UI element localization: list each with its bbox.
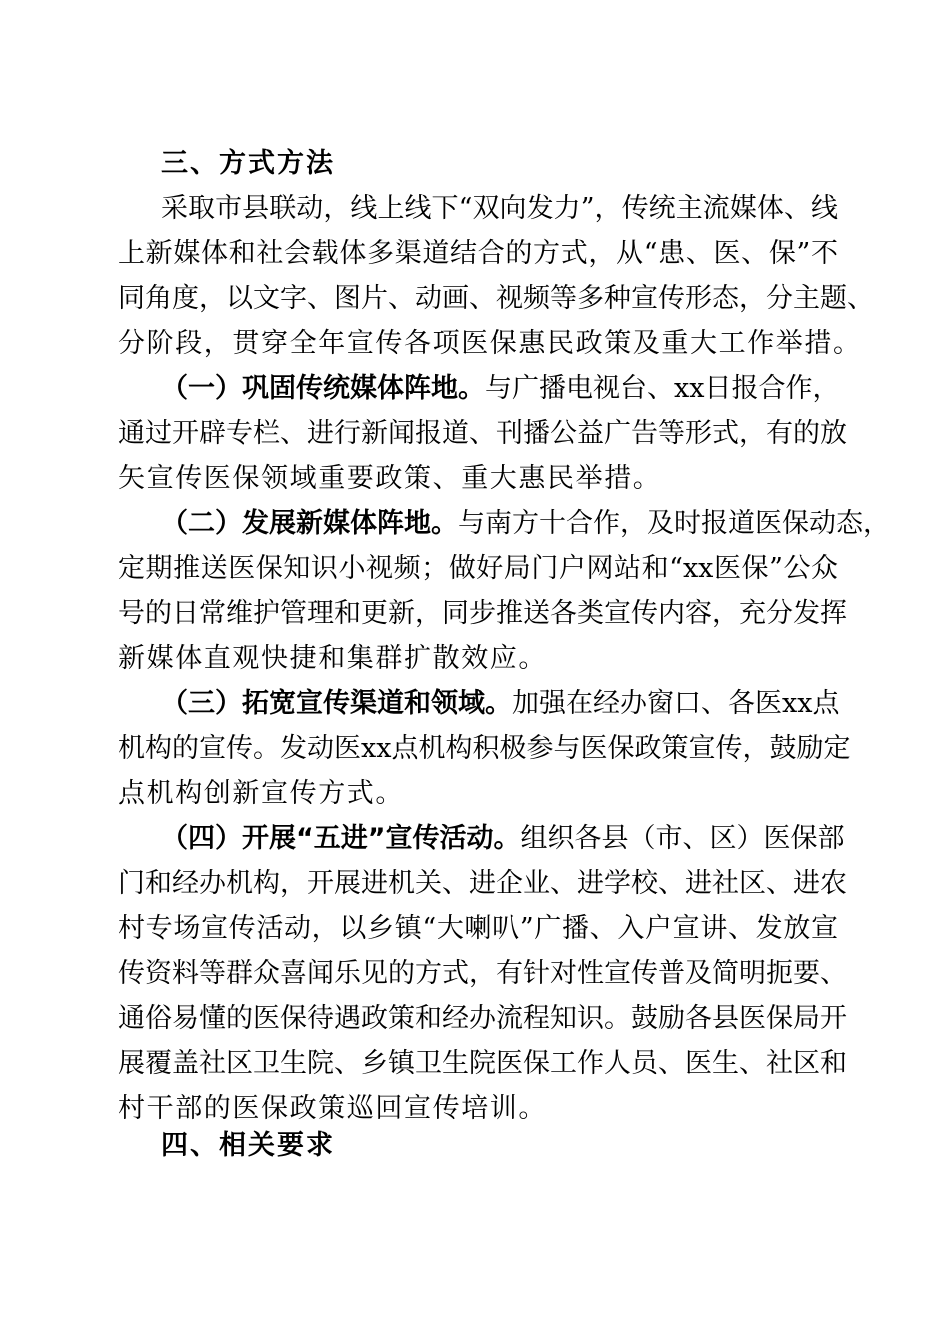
paragraph-line: 采取市县联动，线上线下“双向发力”，传统主流媒体、线 — [161, 193, 838, 224]
item-2-title: （二）发展新媒体阵地。 — [161, 508, 458, 539]
paragraph-line: 门和经办机构，开展进机关、进企业、进学校、进社区、进农 — [118, 868, 847, 899]
paragraph-line: 矢宣传医保领域重要政策、重大惠民举措。 — [118, 463, 662, 494]
item-1-title: （一）巩固传统媒体阵地。 — [161, 373, 485, 404]
paragraph-line: 上新媒体和社会载体多渠道结合的方式，从“患、医、保”不 — [118, 238, 838, 269]
item-4-first-line — [161, 819, 845, 859]
item-2-first-line — [161, 504, 890, 544]
item-3-title: （三）拓宽宣传渠道和领域。 — [161, 688, 512, 719]
paragraph-line: 村干部的医保政策巡回宣传培训。 — [118, 1093, 547, 1124]
paragraph-line: 通过开辟专栏、进行新闻报道、刊播公益广告等形式，有的放 — [118, 418, 847, 449]
item-1-first-line-text: 与广播电视台、xx日报合作， — [485, 373, 840, 404]
paragraph-line: 传资料等群众喜闻乐见的方式，有针对性宣传普及简明扼要、 — [118, 958, 847, 989]
item-3-first-line-text: 加强在经办窗口、各医xx点 — [512, 688, 840, 719]
paragraph-line: 号的日常维护管理和更新，同步推送各类宣传内容，充分发挥 — [118, 598, 847, 629]
item-1-first-line — [161, 369, 838, 409]
paragraph-line: 村专场宣传活动，以乡镇“大喇叭”广播、入户宣讲、发放宣 — [118, 913, 838, 944]
section-heading-methods: 三、方式方法 — [161, 148, 335, 179]
item-3-first-line — [161, 684, 838, 724]
paragraph-line: 展覆盖社区卫生院、乡镇卫生院医保工作人员、医生、社区和 — [118, 1048, 847, 1079]
item-4-title: （四）开展“五进”宣传活动。 — [161, 823, 521, 854]
paragraph-line: 定期推送医保知识小视频；做好局门户网站和“xx医保”公众 — [118, 553, 838, 584]
paragraph-line: 通俗易懂的医保待遇政策和经办流程知识。鼓励各县医保局开 — [118, 1003, 847, 1034]
paragraph-line: 新媒体直观快捷和集群扩散效应。 — [118, 643, 547, 674]
paragraph-line: 分阶段，贯穿全年宣传各项医保惠民政策及重大工作举措。 — [118, 328, 862, 359]
item-2-first-line-text: 与南方十合作，及时报道医保动态， — [458, 508, 890, 539]
item-4-first-line-text: 组织各县（市、区）医保部 — [520, 823, 845, 854]
paragraph-line: 同角度，以文字、图片、动画、视频等多种宣传形态，分主题、 — [118, 283, 874, 314]
paragraph-line: 机构的宣传。发动医xx点机构积极参与医保政策宣传，鼓励定 — [118, 733, 851, 764]
paragraph-line: 点机构创新宣传方式。 — [118, 778, 404, 809]
section-heading-requirements: 四、相关要求 — [161, 1130, 335, 1161]
